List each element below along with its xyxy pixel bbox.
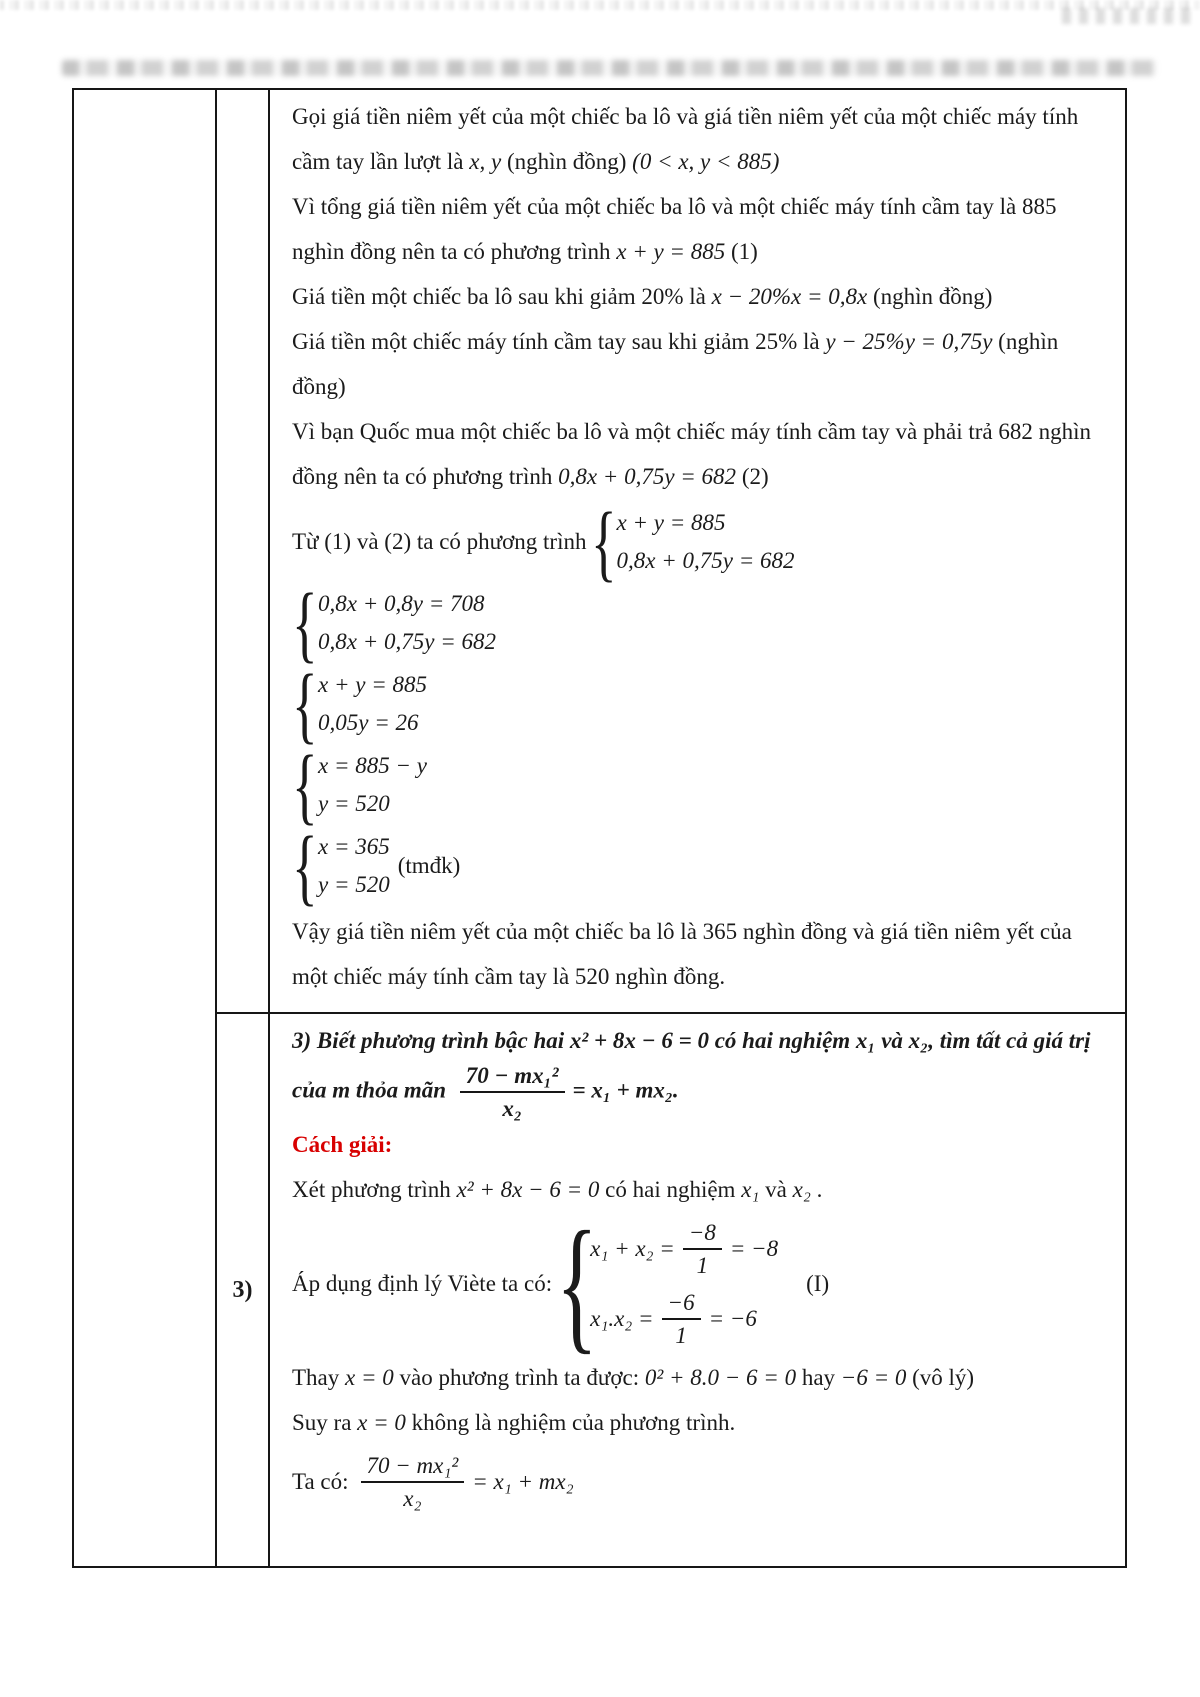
equation: y = 520 [318, 791, 390, 816]
curly-brace-icon: { [292, 818, 318, 914]
curly-brace-icon: { [292, 575, 318, 671]
system-tag: (I) [806, 1271, 830, 1297]
math-expression: = x₁ + mx₂ [472, 1469, 574, 1495]
system-label: Áp dụng định lý Viète ta có: [292, 1271, 553, 1297]
solution-table [72, 88, 1127, 1568]
math-expression: x² + 8x − 6 = 0 [456, 1176, 600, 1202]
equation: 0,8x + 0,8y = 708 [318, 591, 485, 616]
text: và [759, 1176, 793, 1202]
equation: x = 885 − y [318, 753, 427, 778]
equation: 0,8x + 0,75y = 682 [616, 548, 795, 573]
part3-solution-cell [270, 1012, 1125, 1566]
math-expression: x² + 8x − 6 = 0 [569, 1028, 709, 1053]
text: hay [796, 1364, 841, 1390]
equation: 0,05y = 26 [318, 710, 419, 735]
math-expression: −6 = 0 [840, 1364, 907, 1390]
equation-system [292, 494, 1113, 590]
equation: 0,8x + 0,75y = 682 [318, 629, 496, 654]
math-expression: y − 25%y = 0,75y [825, 329, 993, 354]
math-expression: 0² + 8.0 − 6 = 0 [644, 1364, 797, 1390]
math-expression: x = 0 [345, 1364, 394, 1390]
text: Vì bạn Quốc mua một chiếc ba lô và một chiếc máy tính cầm tay và phải trả 682 nghìn đồng nên ta có phương trình [292, 419, 1092, 489]
system-equations [318, 585, 496, 661]
system-label: Từ (1) và (2) ta có phương trình [292, 529, 587, 554]
text: Suy ra [292, 1409, 358, 1435]
curly-brace-icon: { [292, 656, 318, 752]
text: (2) [736, 464, 769, 489]
math-expression: (0 < x, y < 885) [632, 149, 780, 174]
system-equations [318, 666, 427, 742]
equation [590, 1220, 778, 1279]
conclusion-line: Vậy giá tiền niêm yết của một chiếc ba lô là 365 nghìn đồng và giá tiền niêm yết của một chiếc máy tính cầm tay là 520 nghìn đồng. [292, 919, 1072, 989]
fraction-numerator: 70 − mx₁² [460, 1063, 565, 1093]
solution-line [292, 319, 1113, 409]
fraction-numerator: −6 [662, 1290, 701, 1320]
math-expression: 0,8x + 0,75y = 682 [558, 464, 737, 489]
text: , tìm tất cả giá trị của m thỏa mãn [292, 1028, 1091, 1103]
text: vào phương trình ta được: [393, 1364, 645, 1390]
solution-line [292, 1167, 1113, 1212]
solution-line [292, 274, 1113, 319]
math-expression: x₁ [855, 1028, 876, 1053]
fraction-numerator: 70 − mx₁² [361, 1453, 465, 1483]
text: Ta có: [292, 1469, 349, 1495]
text: Gọi giá tiền niêm yết của một chiếc ba lô và giá tiền niêm yết của một chiếc máy tính cầm tay lần lượt là [292, 104, 1079, 174]
text: (vô lý) [906, 1364, 975, 1390]
math-expression: x − 20%x = 0,8x [711, 284, 868, 309]
math-expression: x₁.x₂ = [590, 1306, 654, 1332]
text: Vì tổng giá tiền niêm yết của một chiếc ba lô và một chiếc máy tính cầm tay là 885 nghìn đồng nên ta có phương trình [292, 194, 1057, 264]
system-equations [318, 828, 390, 904]
solution-line [292, 1453, 1113, 1512]
solution-line [292, 94, 1113, 184]
equation-system [292, 575, 1113, 671]
part2-solution-cell [270, 90, 1125, 1012]
viete-system [292, 1201, 1113, 1368]
solution-line [292, 184, 1113, 274]
text: 3) Biết phương trình bậc hai [292, 1028, 570, 1053]
math-expression: x₂ [908, 1028, 929, 1053]
text: (1) [725, 239, 758, 264]
condition-note: (tmđk) [397, 853, 461, 878]
system-equations [318, 747, 427, 823]
fraction [683, 1220, 722, 1279]
fraction [662, 1290, 701, 1349]
part2-number-cell [217, 90, 270, 1012]
curly-brace-icon: { [292, 737, 318, 833]
text: Giá tiền một chiếc máy tính cầm tay sau khi giảm 25% là [292, 329, 826, 354]
fraction-denominator: 1 [675, 1323, 687, 1349]
faded-watermark-band [62, 60, 1157, 76]
equation: x + y = 885 [616, 510, 726, 535]
curly-brace-icon: { [590, 494, 617, 590]
math-expression: x + y = 885 [616, 239, 726, 264]
math-expression: x, y [469, 149, 502, 174]
system-equations [617, 504, 795, 580]
fraction-denominator: x₂ [403, 1486, 422, 1512]
equation [590, 1290, 778, 1349]
fraction [361, 1453, 465, 1512]
fraction [460, 1063, 565, 1122]
equation-system [292, 656, 1113, 752]
fraction-numerator: −8 [683, 1220, 722, 1250]
text: Xét phương trình [292, 1176, 457, 1202]
math-expression: = −8 [729, 1235, 779, 1261]
system-equations [590, 1220, 778, 1349]
math-expression: = x₁ + mx₂. [572, 1077, 679, 1103]
text: (nghìn đồng) [501, 149, 633, 174]
math-expression: x₁ + x₂ = [590, 1235, 675, 1261]
text: (nghìn đồng) [867, 284, 993, 309]
scan-noise-top [0, 0, 1200, 10]
math-expression: x₂ [792, 1176, 811, 1202]
part3-question-heading [292, 1018, 1113, 1122]
text: Thay [292, 1364, 346, 1390]
curly-brace-icon: { [556, 1201, 598, 1368]
text: và [875, 1028, 909, 1053]
solve-method-label: Cách giải: [292, 1131, 393, 1157]
text: không là nghiệm của phương trình. [405, 1409, 736, 1435]
equation: x = 365 [318, 834, 390, 859]
fraction-denominator: 1 [696, 1252, 709, 1278]
part3-number: 3) [232, 1276, 253, 1303]
math-expression: x₁ [741, 1176, 760, 1202]
text: Giá tiền một chiếc ba lô sau khi giảm 20% là [292, 284, 712, 309]
math-expression: = −6 [708, 1306, 757, 1332]
left-column-cell [74, 90, 217, 1566]
equation-system [292, 818, 1113, 914]
solution-line [292, 1400, 1113, 1445]
math-expression: x = 0 [357, 1409, 406, 1435]
scan-smudge-top-right [1062, 8, 1192, 24]
equation: x + y = 885 [318, 672, 427, 697]
fraction-denominator: x₂ [502, 1096, 522, 1122]
text: có hai nghiệm [599, 1176, 742, 1202]
equation-system [292, 737, 1113, 833]
solution-line [292, 409, 1113, 499]
equation: y = 520 [318, 872, 390, 897]
text: có hai nghiệm [708, 1028, 856, 1053]
text: . [810, 1176, 823, 1202]
solution-line [292, 1355, 1113, 1400]
part3-number-cell [217, 1012, 270, 1566]
text: (nghìn đồng) [292, 329, 1059, 399]
